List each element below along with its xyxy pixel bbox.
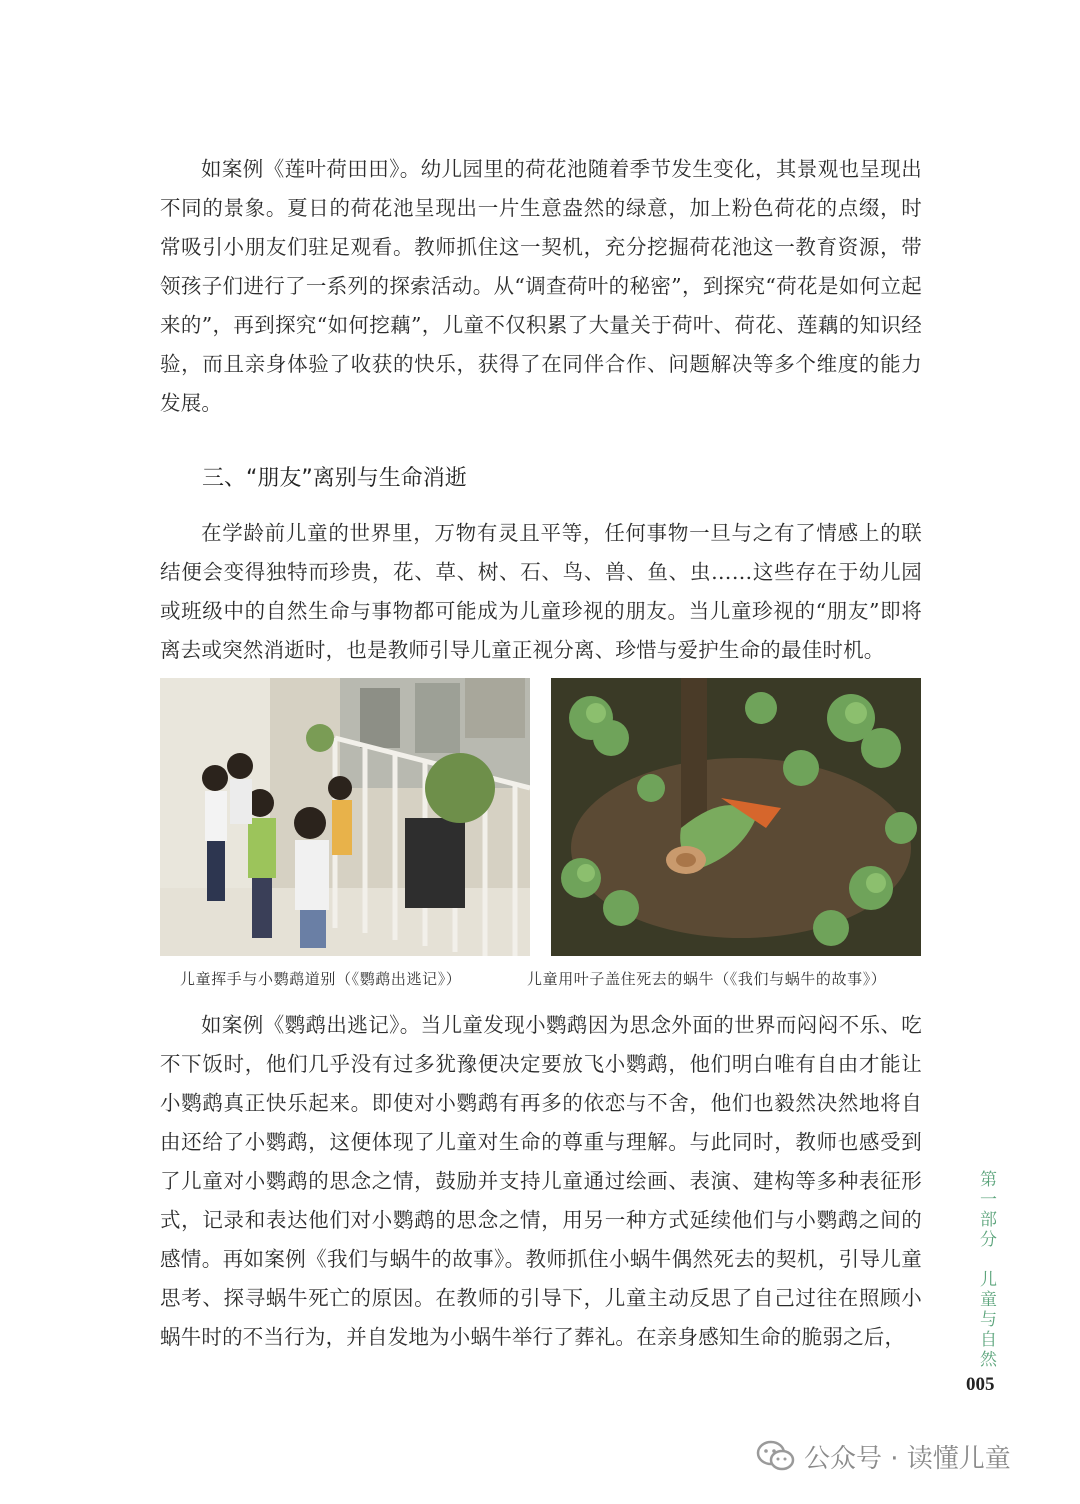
balcony-illustration	[160, 678, 530, 956]
chapter-side-label: 第一部分 儿童与自然	[976, 1170, 996, 1370]
section-heading: 三、“朋友”离别与生命消逝	[202, 466, 467, 491]
photo-snail-leaf	[551, 678, 921, 956]
snail-illustration	[551, 678, 921, 956]
caption-left: 儿童挥手与小鹦鹉道别（《鹦鹉出逃记》）	[180, 970, 462, 988]
paragraph-lotus-case: 如案例《莲叶荷田田》。幼儿园里的荷花池随着季节发生变化，其景观也呈现出不同的景象。夏日的荷花池呈现出一片生意盎然的绿意，加上粉色荷花的点缀，时常吸引小朋友们驻足观看。教师抓住这一契机，充分挖掘荷花池这一教育资源，带领孩子们进行了一系列的探索活动。从“调查荷叶的秘密”，到探究“荷花是如何立起来的”，再到探究“如何挖藕”，儿童不仅积累了大量关于荷叶、荷花、莲藕的知识经验，而且亲身体验了收获的快乐，获得了在同伴合作、问题解决等多个维度的能力发展。	[160, 157, 922, 415]
wechat-watermark	[756, 1434, 1011, 1478]
paragraph-intro: 在学龄前儿童的世界里，万物有灵且平等，任何事物一旦与之有了情感上的联结便会变得独特而珍贵，花、草、树、石、鸟、兽、鱼、虫……这些存在于幼儿园或班级中的自然生命与事物都可能成为儿童珍视的朋友。当儿童珍视的“朋友”即将离去或突然消逝时，也是教师引导儿童正视分离、珍惜与爱护生命的最佳时机。	[160, 521, 922, 662]
wechat-icon	[756, 1439, 796, 1473]
photo-children-waving	[160, 678, 530, 956]
caption-right: 儿童用叶子盖住死去的蜗牛（《我们与蜗牛的故事》）	[527, 970, 887, 988]
page-number: 005	[966, 1374, 995, 1395]
watermark-text: 公众号 · 读懂儿童	[804, 1443, 1011, 1474]
paragraph-parrot-case: 如案例《鹦鹉出逃记》。当儿童发现小鹦鹉因为思念外面的世界而闷闷不乐、吃不下饭时，他们几乎没有过多犹豫便决定要放飞小鹦鹉，他们明白唯有自由才能让小鹦鹉真正快乐起来。即使对小鹦鹉有再多的依恋与不舍，他们也毅然决然地将自由还给了小鹦鹉，这便体现了儿童对生命的尊重与理解。与此同时，教师也感受到了儿童对小鹦鹉的思念之情，鼓励并支持儿童通过绘画、表演、建构等多种表征形式，记录和表达他们对小鹦鹉的思念之情，用另一种方式延续他们与小鹦鹉之间的感情。再如案例《我们与蜗牛的故事》。教师抓住小蜗牛偶然死去的契机，引导儿童思考、探寻蜗牛死亡的原因。在教师的引导下，儿童主动反思了自己过往在照顾小蜗牛时的不当行为，并自发地为小蜗牛举行了葬礼。在亲身感知生命的脆弱之后，	[160, 1013, 922, 1349]
